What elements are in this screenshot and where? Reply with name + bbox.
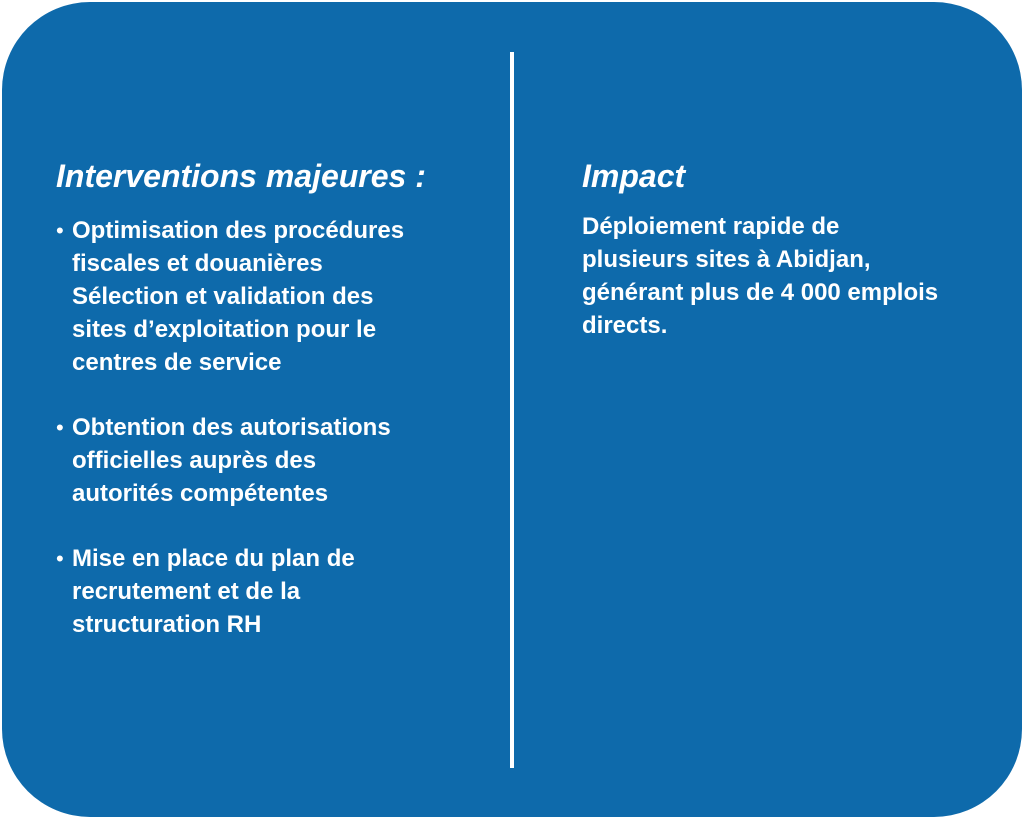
impact-line: Déploiement rapide de — [582, 213, 840, 240]
interventions-heading: Interventions majeures : — [56, 158, 426, 194]
bullet-icon: • — [56, 415, 64, 440]
list-item-line: centres de service — [72, 349, 282, 376]
list-item-line: Sélection et validation des — [72, 283, 374, 310]
impact-line: générant plus de 4 000 emplois — [582, 279, 939, 306]
info-card — [2, 2, 1022, 817]
list-item-line: Mise en place du plan de — [72, 545, 355, 572]
list-item-line: officielles auprès des — [72, 447, 317, 474]
list-item-line: sites d’exploitation pour le — [72, 316, 377, 343]
list-item — [56, 411, 486, 510]
list-item-line: autorités compétentes — [72, 480, 329, 507]
impact-description — [582, 210, 1002, 342]
column-divider — [510, 52, 514, 768]
bullet-icon: • — [56, 218, 64, 243]
impact-line: plusieurs sites à Abidjan, — [582, 246, 871, 273]
impact-line: directs. — [582, 312, 668, 339]
interventions-column — [56, 154, 486, 673]
bullet-icon: • — [56, 546, 64, 571]
list-item-line: Optimisation des procédures — [72, 217, 405, 244]
list-item — [56, 542, 486, 641]
list-item-line: recrutement et de la — [72, 578, 301, 605]
list-item-line: structuration RH — [72, 611, 262, 638]
list-item-line: fiscales et douanières — [72, 250, 323, 277]
impact-heading: Impact — [582, 158, 686, 194]
impact-column — [582, 154, 1002, 342]
list-item-line: Obtention des autorisations — [72, 414, 391, 441]
interventions-list — [56, 214, 486, 641]
list-item — [56, 214, 486, 379]
